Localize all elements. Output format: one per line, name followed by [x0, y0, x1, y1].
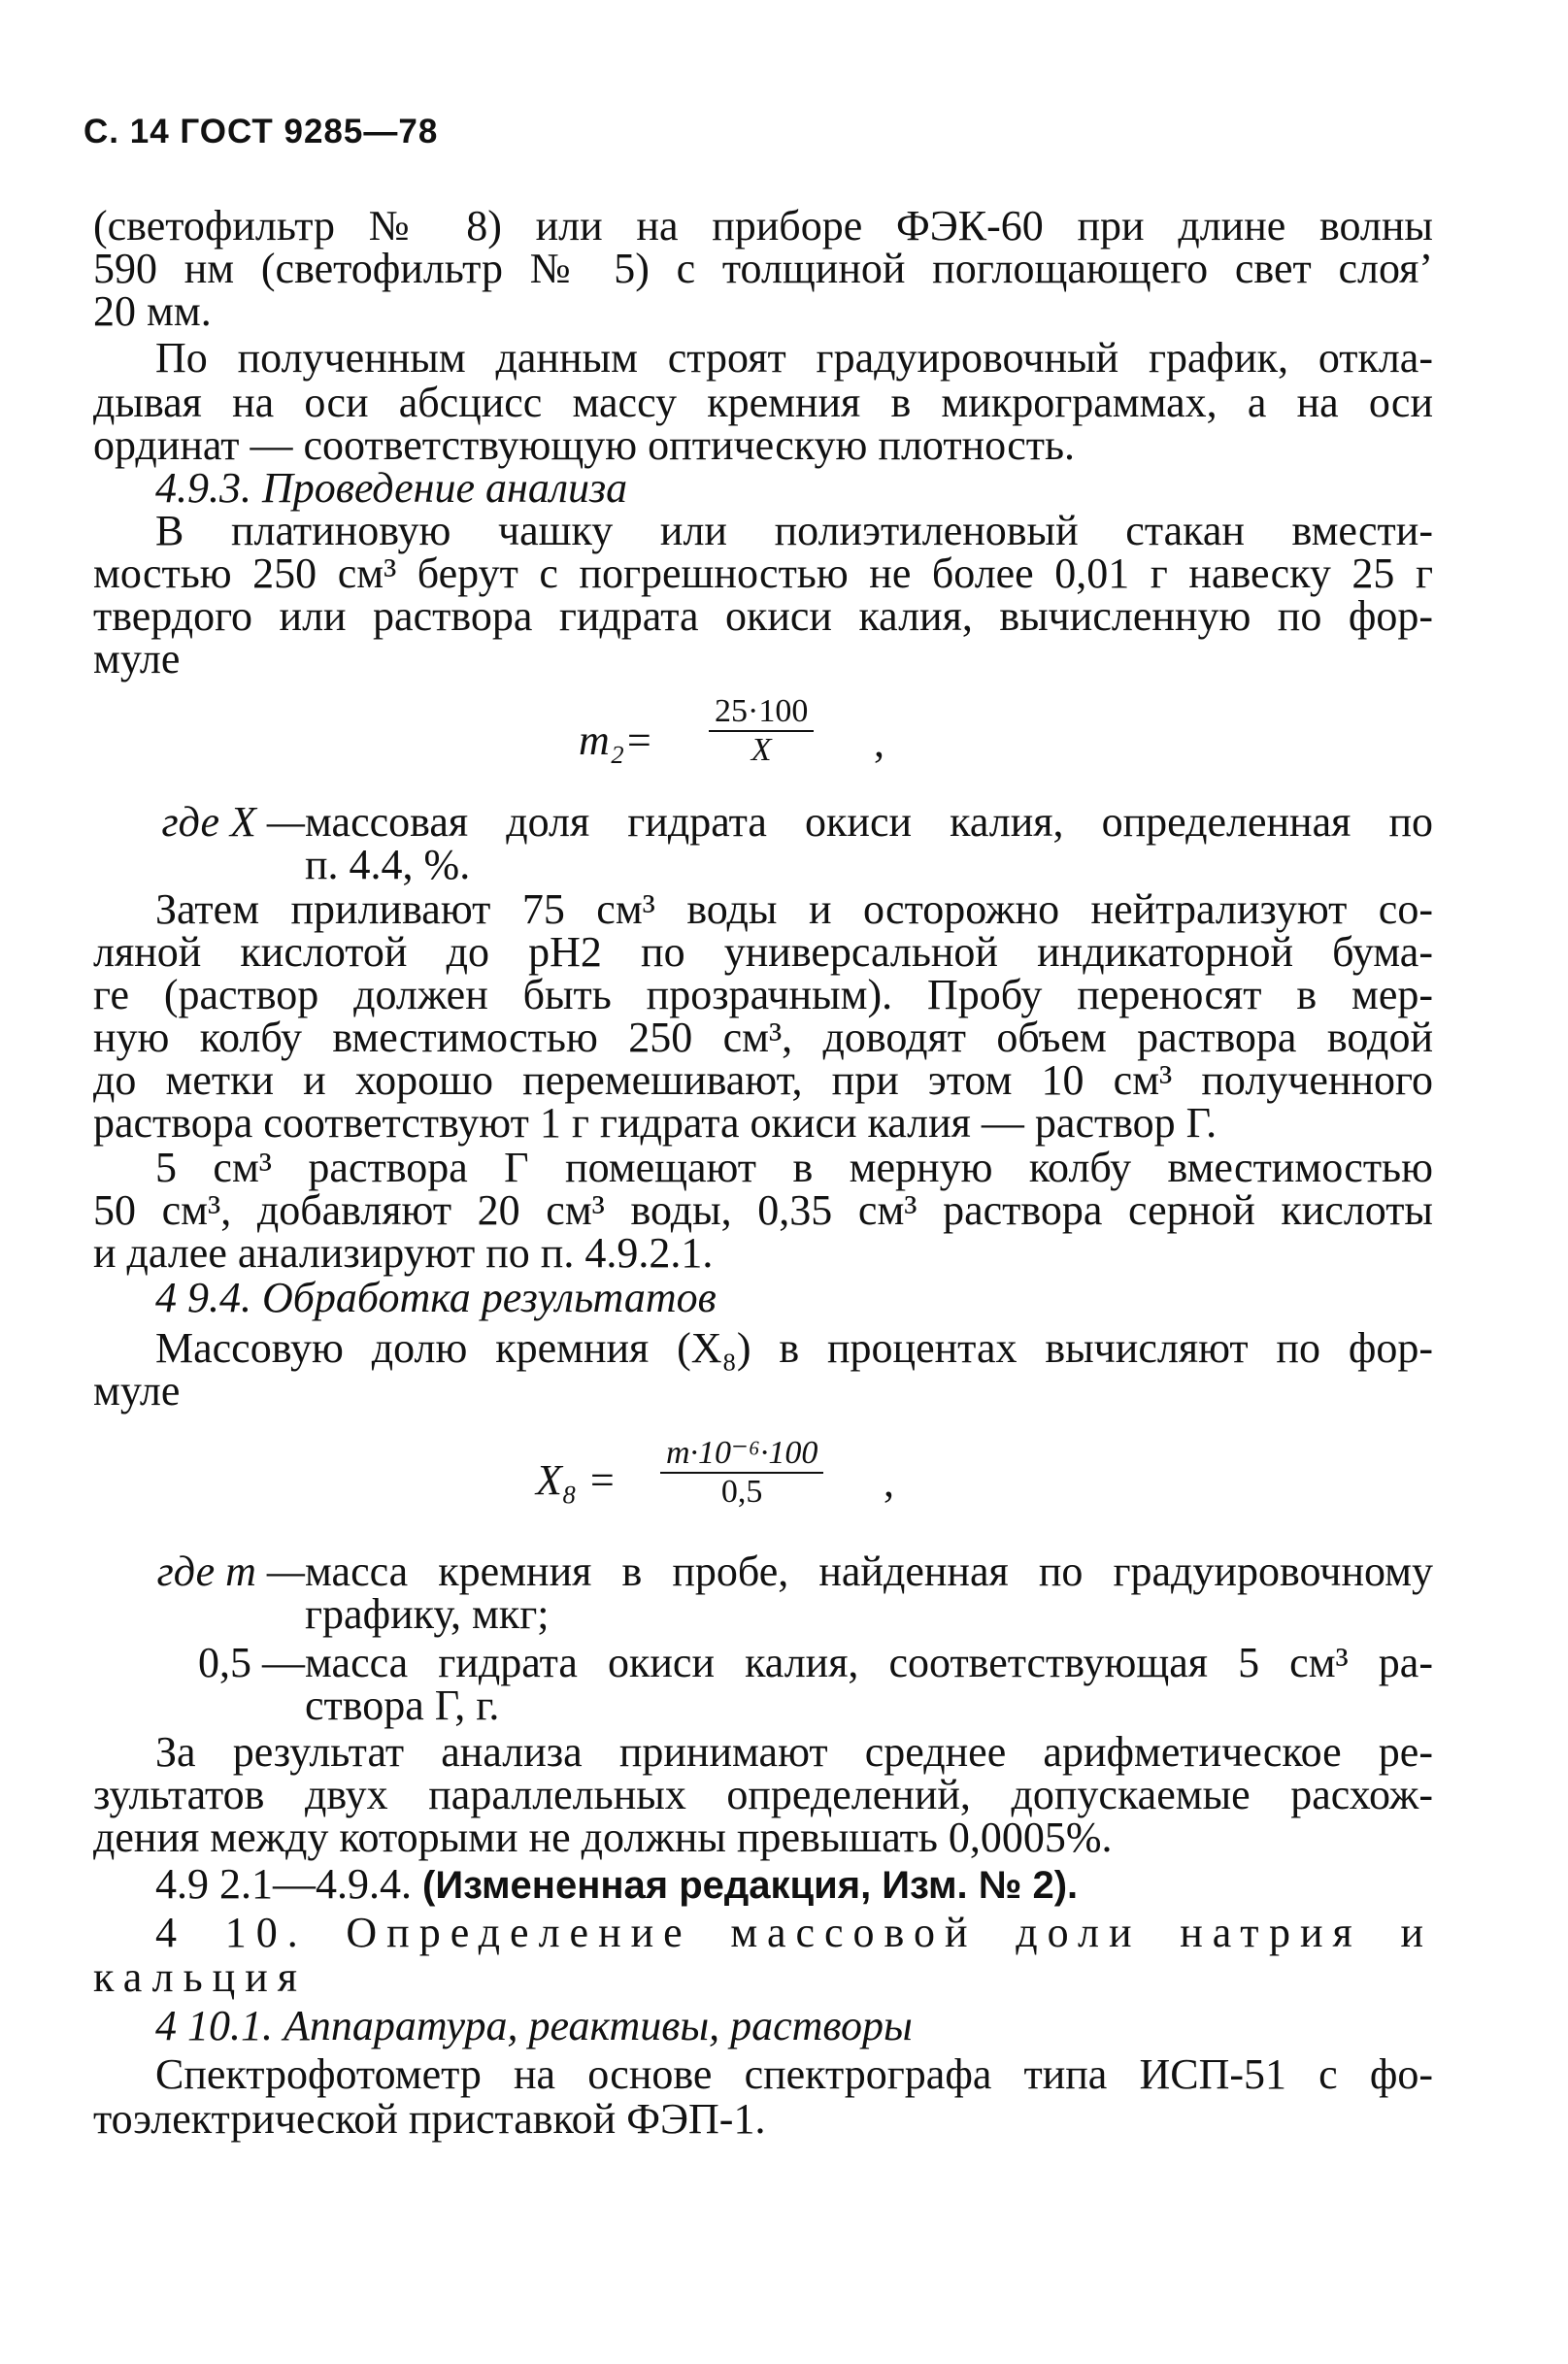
paragraph-line: Массовую долю кремния (X₈) в процентах вычисляют по фор-: [155, 1324, 1433, 1372]
paragraph-line: и далее анализируют по п. 4.9.2.1.: [93, 1229, 714, 1277]
formula-punct: ,: [884, 1458, 894, 1506]
section-heading: 4 10. Определение массовой доли натрия и: [155, 1909, 1433, 1956]
paragraph-line: дения между которыми не должны превышать 0,0005%.: [93, 1814, 1113, 1861]
paragraph-line: твердого или раствора гидрата окиси калия, вычисленную по фор-: [93, 592, 1433, 640]
paragraph-line: зультатов двух параллельных определений, допускаемые расхож-: [93, 1771, 1433, 1818]
section-heading: кальция: [93, 1953, 307, 2001]
paragraph-line: 50 см³, добавляют 20 см³ воды, 0,35 см³ раствора серной кислоты: [93, 1186, 1433, 1234]
paragraph-line: ординат — соответствующую оптическую плотность.: [93, 421, 1076, 469]
paragraph-line: Спектрофотометр на основе спектрографа типа ИСП-51 с фо-: [155, 2050, 1433, 2098]
definition-text: масса гидрата окиси калия, соответствующая 5 см³ ра-: [305, 1639, 1433, 1686]
formula-denominator: 0,5: [720, 1474, 763, 1510]
paragraph-line: В платиновую чашку или полиэтиленовый стакан вмести-: [155, 507, 1433, 554]
paragraph-line: По полученным данным строят градуировочный график, откла-: [155, 334, 1433, 382]
paragraph-line: Затем приливают 75 см³ воды и осторожно нейтрализуют со-: [155, 885, 1433, 933]
section-heading: 4 9.4. Обработка результатов: [155, 1274, 717, 1321]
formula-punct: ,: [874, 718, 884, 766]
paragraph-line: ляной кислотой до pH2 по универсальной индикаторной бума-: [93, 928, 1433, 976]
definition-text: масса кремния в пробе, найденная по градуировочному: [305, 1548, 1433, 1595]
definition-text: графику, мкг;: [305, 1590, 550, 1638]
definition-text: створа Г, г.: [305, 1681, 500, 1729]
paragraph-line: раствора соответствуют 1 г гидрата окиси калия — раствор Г.: [93, 1099, 1218, 1147]
paragraph-line: 590 нм (светофильтр № 5) с толщиной поглощающего свет слоя’: [93, 245, 1433, 292]
formula-lhs: m₂=: [579, 716, 653, 764]
paragraph-line: муле: [93, 1367, 181, 1415]
formula-fraction: [709, 693, 814, 769]
paragraph-line: тоэлектрической приставкой ФЭП-1.: [93, 2095, 766, 2143]
amendment-text: (Измененная редакция, Изм. № 2).: [422, 1864, 1079, 1907]
formula-numerator: 25·100: [709, 693, 814, 732]
section-heading: 4.9.3. Проведение анализа: [155, 464, 628, 512]
formula-numerator: m·10⁻⁶·100: [660, 1435, 823, 1474]
definition-term: где m —: [156, 1548, 305, 1595]
paragraph-line: мостью 250 см³ берут с погрешностью не более 0,01 г навеску 25 г: [93, 549, 1433, 597]
formula-denominator: X: [751, 732, 772, 768]
definition-text: массовая доля гидрата окиси калия, определенная по: [305, 798, 1433, 846]
paragraph-line: ге (раствор должен быть прозрачным). Пробу переносят в мер-: [93, 971, 1433, 1018]
paragraph-line: муле: [93, 635, 181, 683]
formula-fraction: [660, 1435, 823, 1511]
paragraph-line: (светофильтр № 8) или на приборе ФЭК-60 при длине волны: [93, 202, 1433, 250]
paragraph-line: За результат анализа принимают среднее арифметическое ре-: [155, 1728, 1433, 1776]
definition-text: п. 4.4, %.: [305, 841, 471, 888]
section-heading: 4 10.1. Аппаратура, реактивы, растворы: [155, 2002, 913, 2049]
paragraph-line: до метки и хорошо перемешивают, при этом 10 см³ полученного: [93, 1056, 1433, 1104]
page-header: С. 14 ГОСТ 9285—78: [83, 113, 439, 150]
definition-term: где X —: [161, 798, 305, 846]
definition-term: 0,5 —: [198, 1639, 305, 1686]
paragraph-line: 5 см³ раствора Г помещают в мерную колбу вместимостью: [155, 1144, 1433, 1191]
amendment-range: 4.9 2.1—4.9.4.: [155, 1860, 412, 1908]
formula-lhs: X₈ =: [536, 1456, 617, 1504]
amendment-note: [155, 1860, 1433, 1910]
paragraph-line: дывая на оси абсцисс массу кремния в микрограммах, а на оси: [93, 379, 1433, 426]
paragraph-line: 20 мм.: [93, 287, 212, 335]
paragraph-line: ную колбу вместимостью 250 см³, доводят объем раствора водой: [93, 1014, 1433, 1061]
